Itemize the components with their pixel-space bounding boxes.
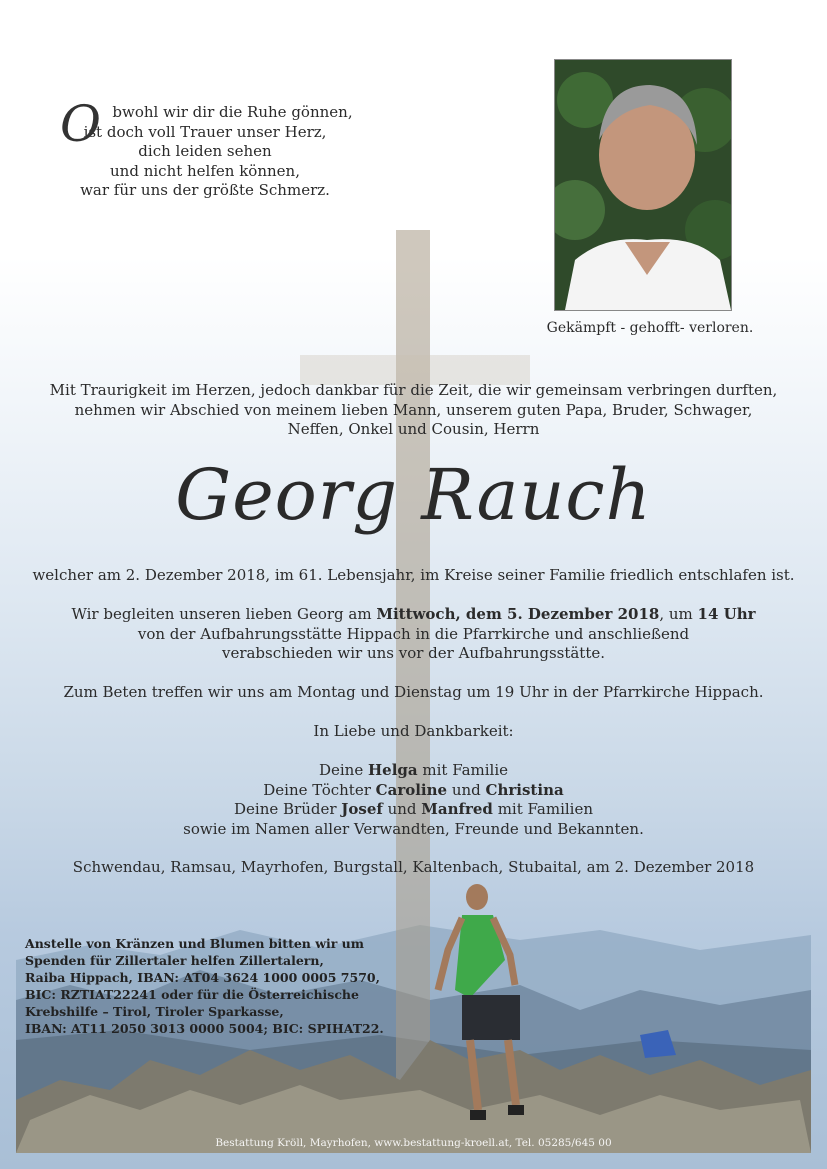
mourner-text: Deine Töchter [263,780,376,799]
mourner-text: mit Familie [417,761,509,779]
love-line: In Liebe und Dankbarkeit: [313,722,514,740]
poem-line: ist doch voll Trauer unser Herz, [83,122,327,141]
poem-line: war für uns der größte Schmerz. [80,181,330,199]
poem-line: und nicht helfen können, [110,161,300,180]
prayer-notice: Zum Beten treffen wir uns am Montag und Dienstag um 19 Uhr in der Pfarrkirche Hippach. [63,683,764,701]
poem [40,95,370,201]
poem-dropcap: O [60,95,101,153]
funeral-line-1 [10,605,817,625]
portrait-photo [554,59,732,311]
intro-line: Neffen, Onkel und Cousin, Herrn [287,420,540,438]
intro-paragraph [20,381,807,440]
funeral-home-footer: Bestattung Kröll, Mayrhofen, www.bestattung-kroell.at, Tel. 05285/645 00 [215,1137,612,1149]
donation-line: Anstelle von Kränzen und Blumen bitten wir um [25,936,365,951]
places-date: Schwendau, Ramsau, Mayrhofen, Burgstall, Kaltenbach, Stubaital, am 2. Dezember 2018 [72,858,755,876]
funeral-line-2: von der Aufbahrungsstätte Hippach in die Pfarrkirche und anschließend [137,624,690,643]
mourner-name: Manfred [421,800,493,818]
funeral-text: Wir begleiten unseren lieben Georg am [71,605,377,623]
intro-line: nehmen wir Abschied von meinem lieben Mann, unserem guten Papa, Bruder, Schwager, [74,400,753,419]
mourner-text: und [382,800,422,818]
mourner-line: sowie im Namen aller Verwandten, Freunde und Bekannten. [183,819,644,838]
deceased-name: Georg Rauch [175,454,652,536]
mourner-text: mit Familien [492,800,593,818]
funeral-line-3: verabschieden wir uns vor der Aufbahrungsstätte. [221,644,606,662]
donation-line: IBAN: AT11 2050 3013 0000 5004; BIC: SPIHAT22. [25,1021,384,1036]
mourner-name: Josef [341,800,383,818]
poem-line: dich leiden sehen [138,142,272,160]
mourner-text: Deine [318,761,368,779]
photo-caption: Gekämpft - gehofft- verloren. [546,320,754,336]
mourner-text: Deine Brüder [234,800,342,818]
mourner-line [10,781,817,801]
donation-line: BIC: RZTIAT22241 oder für die Österreichische [25,987,359,1002]
mourner-line [10,761,817,781]
donation-line: Raiba Hippach, IBAN: AT04 3624 1000 0005 7570, [25,970,380,985]
donation-line: Spenden für Zillertaler helfen Zillertalern, [25,953,324,968]
mourner-name: Helga [367,761,418,779]
poem-line: bwohl wir dir die Ruhe gönnen, [112,103,353,121]
funeral-paragraph [10,605,817,664]
intro-line: Mit Traurigkeit im Herzen, jedoch dankbar für die Zeit, die wir gemeinsam verbringen durften, [49,381,778,399]
mourner-line [10,800,817,820]
mourners-list [10,761,817,839]
donation-line: Krebshilfe – Tirol, Tiroler Sparkasse, [25,1004,284,1019]
mourner-name: Caroline [375,780,448,799]
mourner-text: und [447,780,486,799]
death-notice: welcher am 2. Dezember 2018, im 61. Lebensjahr, im Kreise seiner Familie friedlich entschlafen ist. [32,566,795,584]
portrait-image [555,60,731,310]
donation-notice [25,935,385,1037]
mourner-name: Christina [485,780,564,799]
funeral-date: Mittwoch, dem 5. Dezember 2018 [376,605,660,623]
funeral-time: 14 Uhr [697,605,756,623]
funeral-text: , um [659,605,698,623]
